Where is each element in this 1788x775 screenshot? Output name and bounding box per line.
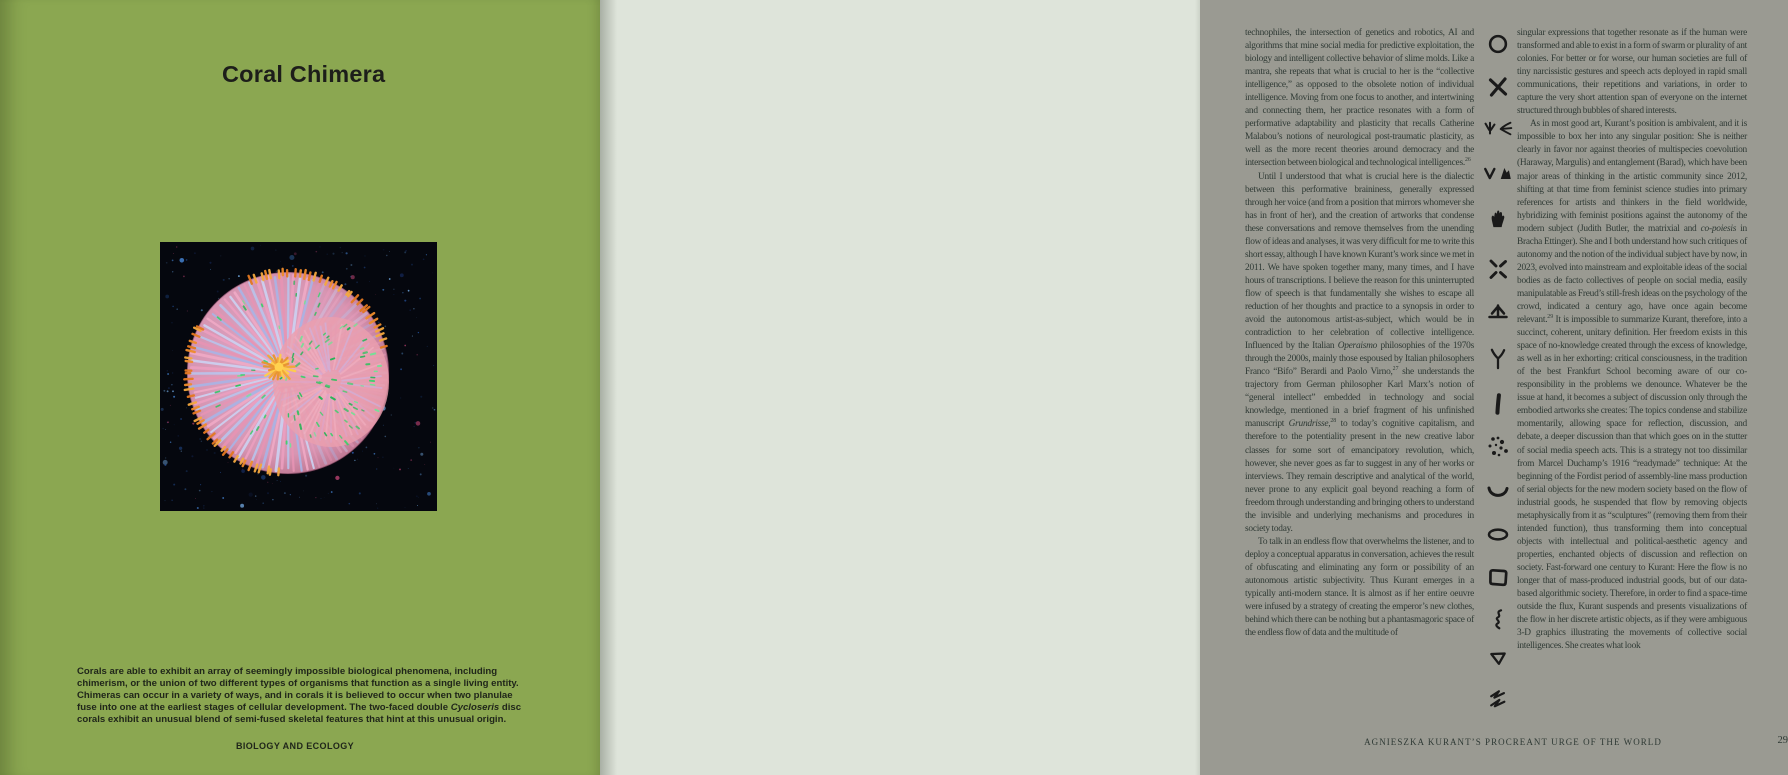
hand-icon: [1487, 205, 1509, 229]
pictogram-column: [1473, 0, 1523, 775]
photo-caption: Corals are able to exhibit an array of seemingly impossible biological phenomena, including chimerism, or the union of two different types of organisms that function as a single living entity. Chimeras can occur in a variety of ways, and in corals it is believed to occur when two planulae fuse into one at the earliest stages of cellular development. The two-faced double Cycloseris disc corals exhibit an unusual blend of semi-fused skeletal features that hint at this unusual origin.: [77, 666, 522, 725]
section-footer: BIOLOGY AND ECOLOGY: [235, 741, 355, 751]
triangle-down-outline-icon: [1488, 650, 1508, 666]
body-paragraph: As in most good art, Kurant’s position is ambivalent, and it is impossible to box her into any singular position: She is neither clearly in favor nor against theories of multispecies coevolution (Haraway, Margulis) and entanglement (Barad), which have been major areas of thinking in the artistic community since 2012, shifting at that time from feminist science studies into primary references for artists and thinkers in the field worldwide, hybridizing with feminist positions against the autonomy of the modern subject (Judith Butler, the matrixial and co-poiesis in Bracha Ettinger). She and I both understand how such critiques of autonomy and the notion of the individual subject have by now, in 2023, evolved into mainstream and exploitable ideas of the social bodies as de facto collectives of people on social media, easily manipulatable as Freud’s still-fresh ideas on the psychology of the crowd, indicated a century ago, have once again become relevant.$^{29}$ It is impossible to summarize Kurant, therefore, into a succinct, coherent, unitary definition. Her freedom exists in this space of no-knowledge created through the excess of knowledge, as well as in her exhorting: critical consciousness, in the tradition of the best Frankfurt School becoming aware of our co-responsibility in the problems we denounce. Whatever be the issue at hand, it becomes a subject of discussion only through the embodied artworks she creates: The topics condense and stabilize momentarily, allowing space for reflection, discussion, and debate, a deeper discussion than that which goes on in the stutter of social media speech acts. This is a strategy not too dissimilar from Marcel Duchamp’s 1916 “readymade” technique: At the beginning of the Fordist period of assembly-line mass production of serial objects for the new modern society based on the flow of industrial goods, he suspended that flow by removing objects metaphysically from it as “sculptures” (removing them from their intended function), thus transforming them into conceptual objects with intellectual and political-aesthetic agency and properties, enchanted objects of discussion and reflection on society. Fast-forward one century to Kurant: Here the flow is no longer that of mass-produced industrial goods, but of our data-based algorithmic society. Therefore, in order to find a space-time outside the flux, Kurant suspends and presents visualizations of the flow in her discrete artistic objects, as if they were ambiguous 3-D graphics illustrating the movements of collective social intelligences. She creates what look: [1517, 119, 1747, 652]
vertical-bar-icon: [1493, 393, 1504, 415]
square-outline-icon: [1486, 566, 1510, 588]
body-paragraph: Until I understood that what is crucial here is the dialectic between this performative braininess, generally expressed through her voice (and from a position that mirrors whomever she has in front of her), and the creation of artworks that condense these conversations and remove themselves from the unending flow of ideas and analyses, it was very difficult for me to write this short essay, although I have known Kurant’s work since we met in 2011. We have spoken together many, many times, and I have hours of transcriptions. I believe the reason for this uninterrupted flow of speech is that fundamentally she wishes to escape all reduction of her thoughts and practice to a synopsis in order to avoid the autonomous artist-as-subject, which would be in contradiction to her celebration of collective intelligence. Influenced by the Italian Operaismo philosophies of the 1970s through the 2000s, mainly those espoused by Italian philosophers Franco “Bifo” Berardi and Paolo Virno,$^{27}$ she understands the trajectory from German philosopher Karl Marx’s notion of “general intellect” embedded in technology and social knowledge, mentioned in a brief fragment of his unfinished manuscript Grundrisse,$^{28}$ to today’s cognitive capitalism, and therefore to the potentiality present in the new creative labor classes for some sort of emancipatory revolution, which, however, she never goes as far to suggest in any of her works or interviews. They remain descriptive and analytical of the world, never prone to any explicit goal beyond reaching a form of freedom through understanding and bringing others to understand the invisible and underlying mechanisms and procedures in society today.: [1245, 171, 1474, 534]
dot-scatter-icon: [1485, 435, 1511, 459]
body-paragraph: technophiles, the intersection of genetics and robotics, AI and algorithms that mine social media for predictive exploitation, the biology and intelligent collective behavior of slime molds. Like a mantra, she repeats that what is crucial to her is the “collective intelligence,” as opposed to the obsolete notion of individual intelligence. Moving from one focus to another, and intertwining and connecting them, her practice resonates with a form of performative adaptability and plasticity that recalls Catherine Malabou’s notions of neurological post-traumatic plasticity, as well as the more recent theories around democracy and the intersection between biological and technological intelligences.$^{26}$: [1245, 28, 1474, 169]
four-strokes-x-icon: [1486, 257, 1510, 281]
page-title: Coral Chimera: [222, 61, 386, 87]
page-number: 29: [1777, 735, 1788, 746]
x-cross-icon: [1486, 75, 1510, 99]
grounded-triangle-icon: [1486, 303, 1510, 325]
right-page: [600, 0, 1788, 775]
y-fork-icon: [1488, 347, 1509, 370]
v-and-peak-icon: [1483, 166, 1514, 181]
body-paragraph: To talk in an endless flow that overwhelms the listener, and to deploy a conceptual apparatus in conversation, achieves the result of obfuscating and eliminating any form or possibility of an autonomous artistic subjectivity. Thus Kurant emerges in a typically anti-modern stance. It is almost as if her entire oeuvre were infused by a strategy of creating the emperor’s new clothes, behind which there can be nothing but a phantasmagoric space of the endless flow of data and the multitude of: [1245, 536, 1474, 639]
essay-column-1: [1245, 27, 1474, 726]
circle-outline-icon: [1487, 33, 1509, 55]
body-paragraph: singular expressions that together resonate as if the human were transformed and able to exist in a form of swarm or plurality of ant colonies. For better or for worse, our human societies are full of tiny narcissistic gestures and speech acts deployed in rapid small communications, their repetitions and variations, in order to capture the very short attention span of everyone on the internet structured through bubbles of shared interests.: [1517, 28, 1747, 117]
s-squiggle-icon: [1491, 608, 1505, 631]
zigzag-lines-icon: [1488, 688, 1508, 710]
coral-photo: [160, 242, 437, 511]
oval-outline-icon: [1486, 527, 1511, 542]
u-curve-icon: [1486, 485, 1510, 501]
essay-column-2: [1517, 27, 1747, 726]
running-footer: AGNIESZKA KURANT’S PROCREANT URGE OF THE WORLD: [1364, 737, 1662, 747]
claw-and-rays-icon: [1483, 121, 1514, 137]
left-page: [0, 0, 600, 775]
